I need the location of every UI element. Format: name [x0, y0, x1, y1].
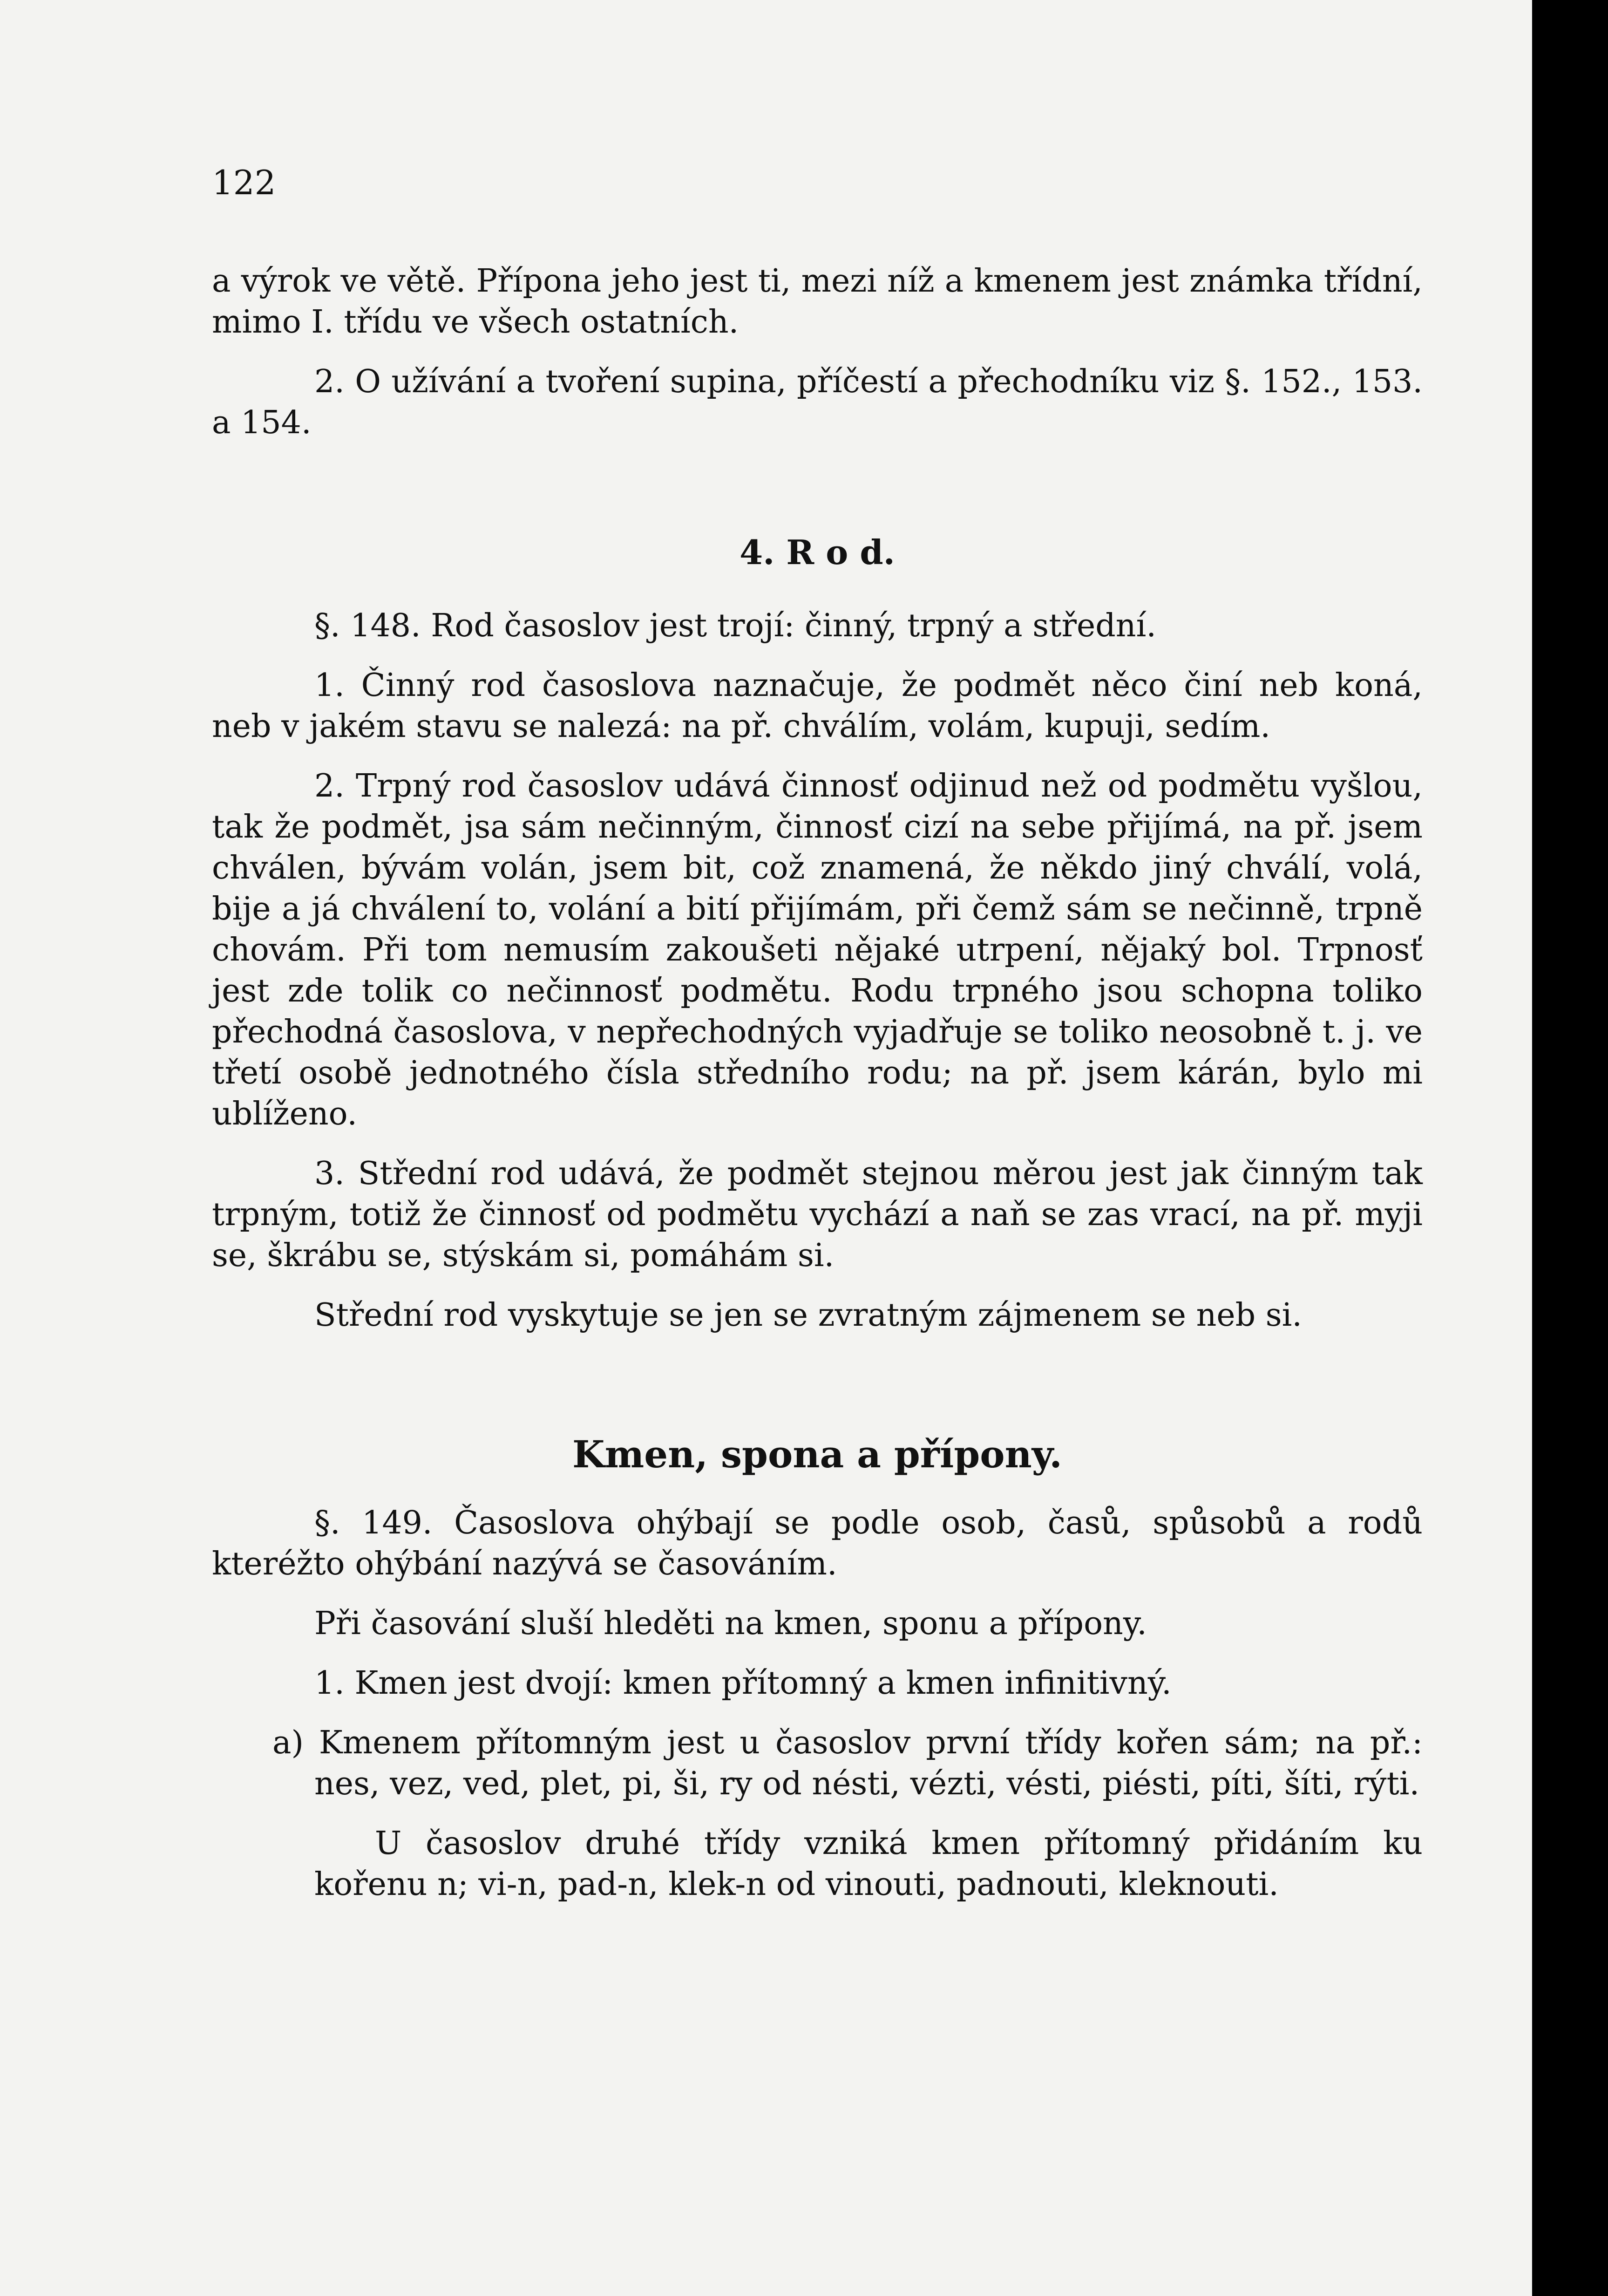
section-heading-kmen: Kmen, spona a přípony. [572, 1432, 1062, 1476]
paragraph: 3. Střední rod udává, že podmět stejnou měrou jest jak činným tak trpným, totiž že činnosť od podmětu vychází a naň se zas vrací, na př. myji se, škrábu se, stýskám si, pomáhám si. [212, 1155, 1423, 1274]
page-text [212, 154, 1423, 1905]
paragraph: §. 148. Rod časoslov jest trojí: činný, trpný a střední. [314, 607, 1156, 644]
paragraph: 2. Trpný rod časoslov udává činnosť odjinud než od podmětu vyšlou, tak že podmět, jsa sám nečinným, činnosť cizí na sebe přijímá, na př. jsem chválen, bývám volán, jsem bit, což znamená, že někdo jiný chválí, volá, bije a já chválení to, volání a bití přijímám, při čemž sám se nečinně, trpně chovám. Při tom nemusím zakoušeti nějaké utrpení, nějaký bol. Trpnosť jest zde tolik co nečinnosť podmětu. Rodu trpného jsou schopna toliko přechodná časoslova, v nepřechodných vyjadřuje se toliko neosobně t. j. ve třetí osobě jednotného čísla středního rodu; na př. jsem kárán, bylo mi ublíženo. [212, 768, 1423, 1132]
paragraph: a výrok ve větě. Přípona jeho jest ti, mezi níž a kmenem jest známka třídní, mimo I. třídu ve všech ostatních. [212, 263, 1423, 341]
paragraph: Při časování sluší hleděti na kmen, sponu a přípony. [314, 1605, 1147, 1642]
paragraph: U časoslov druhé třídy vzniká kmen přítomný přidáním ku kořenu n; vi-n, pad-n, klek-n od vinouti, padnouti, kleknouti. [314, 1825, 1423, 1903]
paragraph: 1. Kmen jest dvojí: kmen přítomný a kmen infinitivný. [314, 1665, 1172, 1702]
paragraph: §. 149. Časoslova ohýbají se podle osob, časů, spůsobů a rodů kteréžto ohýbání nazývá se časováním. [212, 1505, 1423, 1582]
paragraph: 1. Činný rod časoslova naznačuje, že podmět něco činí neb koná, neb v jakém stavu se nalezá: na př. chválím, volám, kupuji, sedím. [212, 667, 1423, 745]
paragraph: a) Kmenem přítomným jest u časoslov první třídy kořen sám; na př.: nes, vez, ved, plet, pi, ši, ry od nésti, vézti, vésti, piésti, píti, šíti, rýti. [272, 1724, 1423, 1802]
section-heading-rod: 4. R o d. [740, 532, 895, 572]
page-number: 122 [212, 163, 276, 202]
paragraph: 2. O užívání a tvoření supina, příčestí a přechodníku viz §. 152., 153. a 154. [212, 363, 1423, 441]
paragraph: Střední rod vyskytuje se jen se zvratným zájmenem se neb si. [314, 1297, 1303, 1334]
